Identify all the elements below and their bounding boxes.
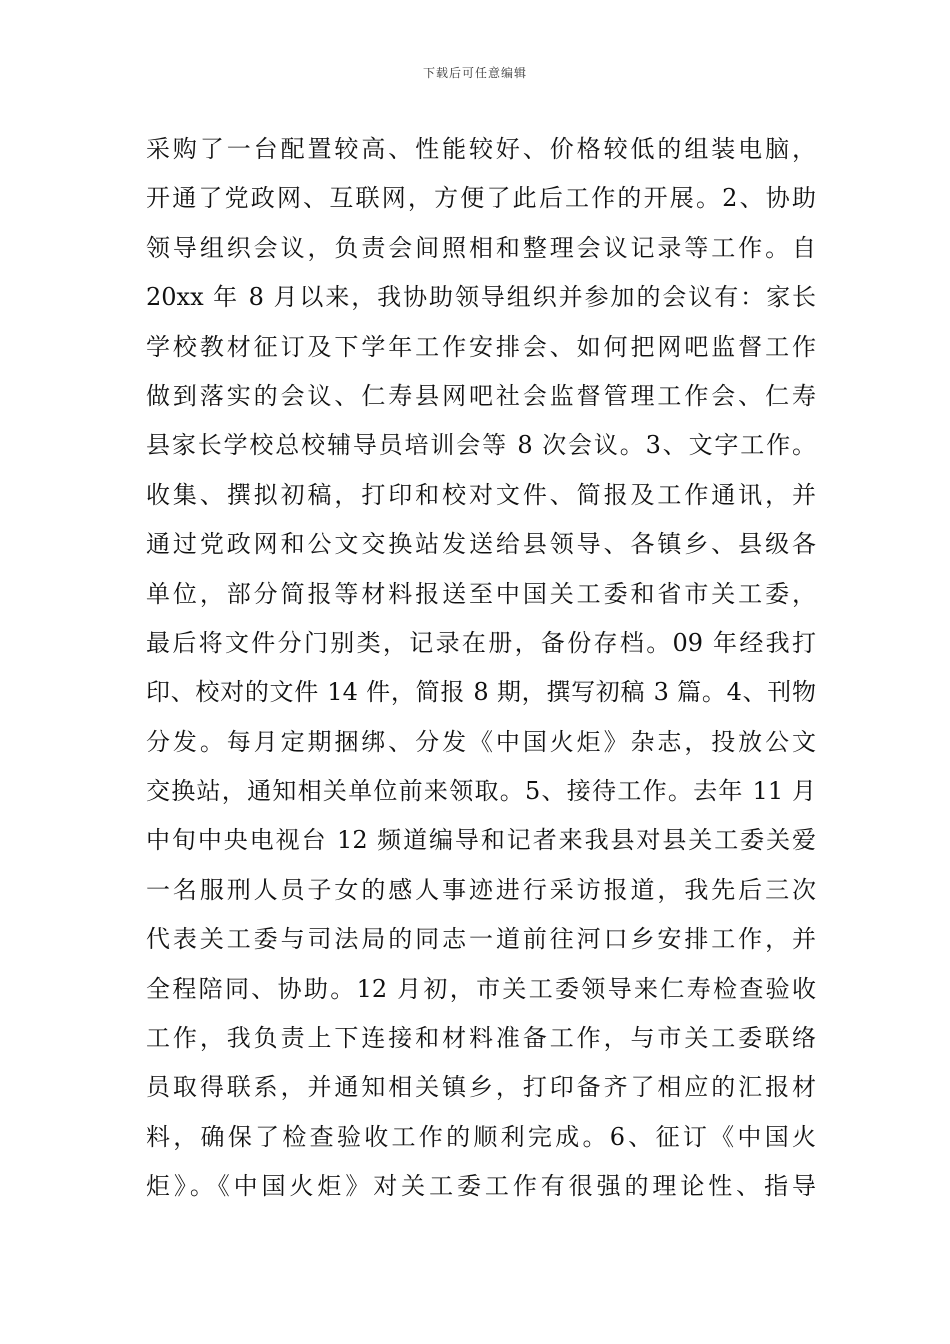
body-line: 通过党政网和公文交换站发送给县领导、各镇乡、县级各 (146, 530, 816, 559)
document-body (146, 125, 816, 1212)
body-line: 分发。每月定期捆绑、分发《中国火炬》杂志，投放公文 (146, 727, 816, 756)
body-line: 印、校对的文件 14 件，简报 8 期，撰写初稿 3 篇。4、刊物 (146, 678, 816, 707)
body-line: 料，确保了检查验收工作的顺利完成。6、征订《中国火 (146, 1122, 816, 1151)
page-header: 下载后可任意编辑 (422, 66, 527, 80)
body-line: 领导组织会议，负责会间照相和整理会议记录等工作。自 (146, 233, 816, 262)
body-line: 代表关工委与司法局的同志一道前往河口乡安排工作，并 (146, 925, 816, 954)
body-line: 采购了一台配置较高、性能较好、价格较低的组装电脑， (146, 135, 816, 163)
body-line: 最后将文件分门别类，记录在册，备份存档。09 年经我打 (146, 628, 816, 657)
body-line: 员取得联系，并通知相关镇乡，打印备齐了相应的汇报材 (146, 1073, 816, 1102)
body-line: 单位，部分简报等材料报送至中国关工委和省市关工委， (146, 579, 816, 608)
body-line: 炬》。《中国火炬》对关工委工作有很强的理论性、指导 (146, 1172, 816, 1201)
body-line: 全程陪同、协助。12 月初，市关工委领导来仁寿检查验收 (146, 974, 816, 1003)
body-line: 20xx 年 8 月以来，我协助领导组织并参加的会议有：家长 (146, 283, 816, 312)
body-line: 中旬中央电视台 12 频道编导和记者来我县对县关工委关爱 (146, 826, 816, 855)
body-line: 工作，我负责上下连接和材料准备工作，与市关工委联络 (146, 1024, 816, 1053)
body-line: 收集、撰拟初稿，打印和校对文件、简报及工作通讯，并 (146, 480, 816, 509)
body-line: 交换站，通知相关单位前来领取。5、接待工作。去年 11 月 (146, 777, 816, 806)
body-line: 做到落实的会议、仁寿县网吧社会监督管理工作会、仁寿 (146, 381, 816, 410)
body-line: 学校教材征订及下学年工作安排会、如何把网吧监督工作 (146, 332, 816, 361)
body-line: 开通了党政网、互联网，方便了此后工作的开展。2、协助 (146, 184, 816, 213)
body-line: 一名服刑人员子女的感人事迹进行采访报道，我先后三次 (146, 875, 816, 904)
body-line: 县家长学校总校辅导员培训会等 8 次会议。3、文字工作。 (146, 431, 816, 460)
